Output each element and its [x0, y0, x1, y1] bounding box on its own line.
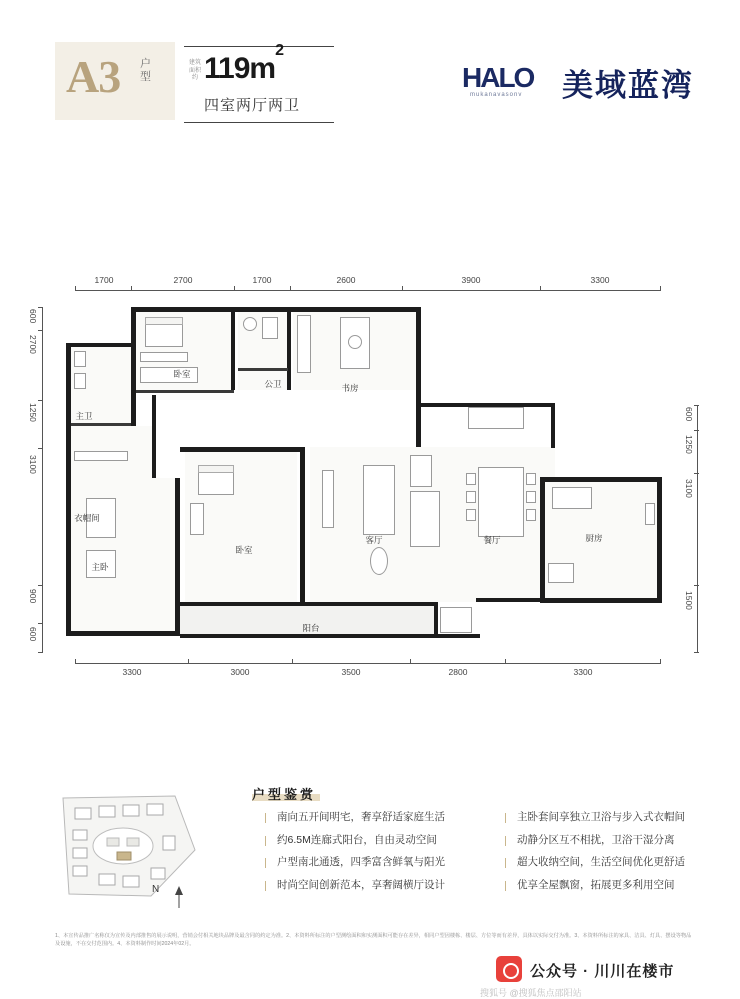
tick: [694, 473, 699, 474]
furniture-stove: [645, 503, 655, 525]
wall-kitchen-right: [657, 477, 662, 603]
label-study: 书房: [341, 383, 359, 393]
dim-right-0: 600: [684, 407, 694, 422]
label-master-bedroom: 主卧: [91, 562, 109, 572]
tick: [75, 286, 76, 291]
dim-top-2: 1700: [252, 275, 272, 285]
furniture-dining-table: [478, 467, 524, 537]
tick: [75, 659, 76, 664]
wall-south-west: [66, 631, 180, 636]
dim-top-1: 2700: [173, 275, 193, 285]
label-public-bathroom: 公卫: [264, 379, 282, 389]
footer: [0, 950, 740, 998]
furniture-utility: [440, 607, 472, 633]
dim-line-right: [697, 405, 698, 652]
footer-account: 公众号 · 川川在楼市: [530, 963, 675, 980]
label-dining-room: 餐厅: [483, 535, 501, 545]
furniture-sofa: [363, 465, 395, 535]
wall: [287, 312, 291, 390]
tick: [660, 659, 661, 664]
furniture-pillow: [198, 465, 234, 473]
furniture-pillow: [145, 317, 183, 325]
compass-icon: [166, 884, 192, 913]
feature-item: 动静分区互不相扰，卫浴干湿分离: [505, 835, 685, 846]
furniture-chair: [466, 509, 476, 521]
dim-right-2: 3100: [684, 479, 694, 498]
features-title-wrap: [252, 784, 316, 803]
fixture-toilet: [262, 317, 278, 339]
fixture-basin: [74, 351, 86, 367]
label-living-room: 客厅: [365, 535, 383, 545]
header: [0, 0, 740, 150]
tick: [694, 652, 699, 653]
disclaimer-text: 1、本宣传品推广名称仅为宣传及内部推售的展示说明，营销会付相关地块品牌及最含同的约定为准。2、本资料所标注的户型测绘面积和实测面积可能存在差异，相同户型因楼栋、楼层、方位等而有差异，具体以实际交付为准。3、本资料所标注的家具、洁具、灯具、摆设等物品及设施，不在交付范围内。4、本资料制作时间2024年02月。: [55, 933, 692, 948]
furniture-tv-cabinet: [322, 470, 334, 528]
tick: [38, 400, 43, 401]
tick: [694, 430, 699, 431]
unit-type-vertical-label: 户 型: [140, 58, 151, 83]
dim-left-2: 1250: [28, 403, 38, 422]
tick: [694, 405, 699, 406]
furniture-sink: [548, 563, 574, 583]
tick: [38, 585, 43, 586]
tick: [38, 330, 43, 331]
fixture-shower: [74, 373, 86, 389]
label-walk-in-closet: 衣帽间: [74, 513, 100, 523]
dim-bottom-1: 3000: [230, 667, 250, 677]
dim-top-5: 3300: [590, 275, 610, 285]
furniture-counter: [552, 487, 592, 509]
features-left-column: [265, 812, 445, 902]
unit-type-code: A3: [66, 51, 121, 102]
furniture-console: [410, 455, 432, 487]
wall: [152, 395, 156, 479]
tick: [38, 307, 43, 308]
tick: [402, 286, 403, 291]
dim-top-4: 3900: [461, 275, 481, 285]
area-size: $119m^2$: [204, 42, 283, 85]
dim-line-left: [42, 307, 43, 652]
furniture-chair: [526, 509, 536, 521]
wall: [434, 602, 438, 638]
tick: [38, 652, 43, 653]
feature-item: 超大收纳空间，生活空间优化更舒适: [505, 857, 685, 868]
tick: [131, 286, 132, 291]
furniture-chair: [526, 491, 536, 503]
dim-top-0: 1700: [94, 275, 114, 285]
feature-item: 主卧套间享独立卫浴与步入式衣帽间: [505, 812, 685, 823]
wall: [136, 390, 234, 393]
logo-chinese-name: 美域蓝湾: [562, 68, 694, 103]
wall: [180, 447, 305, 452]
furniture-desk: [190, 503, 204, 535]
features-right-column: [505, 812, 685, 902]
wall-kitchen-bottom: [540, 598, 662, 603]
tick: [188, 659, 189, 664]
tick: [290, 286, 291, 291]
furniture-shelf: [297, 315, 311, 373]
dim-bottom-3: 2800: [448, 667, 468, 677]
wall-north-right: [416, 307, 421, 447]
furniture-chair: [466, 491, 476, 503]
brand-logo: [462, 60, 702, 110]
label-bedroom-3: 卧室: [235, 545, 253, 555]
dim-right-3: 1500: [684, 591, 694, 610]
wall: [238, 368, 288, 371]
compass-label: N: [152, 884, 160, 895]
dim-left-4: 900: [28, 589, 38, 604]
feature-item: 时尚空间创新范本，享奢阔横厅设计: [265, 880, 445, 891]
furniture-armchair: [370, 547, 388, 575]
label-master-bathroom: 主卫: [75, 411, 93, 421]
fixture-basin: [243, 317, 257, 331]
bottom-section: [0, 780, 740, 948]
label-kitchen: 厨房: [585, 533, 603, 543]
tick: [505, 659, 506, 664]
tick: [38, 448, 43, 449]
wall: [300, 447, 305, 602]
dim-top-3: 2600: [336, 275, 356, 285]
watermark: 搜狐号 @搜狐焦点邵阳站: [480, 988, 582, 998]
dim-line-bottom: [75, 663, 660, 664]
tick: [540, 286, 541, 291]
dim-left-5: 600: [28, 627, 38, 642]
dim-left-1: 2700: [28, 335, 38, 354]
furniture-chair: [348, 335, 362, 349]
tick: [292, 659, 293, 664]
area-block: [184, 42, 334, 122]
tick: [410, 659, 411, 664]
furniture-cabinet: [140, 352, 188, 362]
dim-left-0: 600: [28, 309, 38, 324]
dim-left-3: 3100: [28, 455, 38, 474]
tick: [660, 286, 661, 291]
feature-item: 户型南北通透，四季富含鲜氧与阳光: [265, 857, 445, 868]
feature-item: 约6.5M连廊式阳台，自由灵动空间: [265, 835, 445, 846]
floor-plan: [0, 255, 740, 715]
area-divider-top: [184, 46, 334, 47]
furniture-chair: [526, 473, 536, 485]
wechat-icon: [496, 956, 522, 982]
features-title: 户型鉴赏: [252, 787, 317, 802]
furniture-wardrobe: [74, 451, 128, 461]
logo-subtext: mukanavasonv: [470, 92, 523, 98]
wall: [551, 403, 555, 448]
tick: [234, 286, 235, 291]
wall-south-east: [476, 598, 546, 602]
dim-bottom-2: 3500: [341, 667, 361, 677]
area-tag: 建筑 面积 约: [188, 60, 201, 81]
tick: [38, 623, 43, 624]
label-balcony: 阳台: [302, 623, 320, 633]
dim-line-top: [75, 290, 660, 291]
label-bedroom-2: 卧室: [173, 369, 191, 379]
furniture-cabinet: [410, 491, 440, 547]
area-divider-bottom: [184, 122, 334, 123]
dim-bottom-0: 3300: [122, 667, 142, 677]
furniture-entry-cabinet: [468, 407, 524, 429]
feature-item: 南向五开间明宅，奢享舒适家庭生活: [265, 812, 445, 823]
logo-mark-text: HALO: [462, 62, 534, 93]
dim-bottom-4: 3300: [573, 667, 593, 677]
feature-item: 优享全屋飘窗，拓展更多利用空间: [505, 880, 685, 891]
room-count: 四室两厅两卫: [204, 97, 301, 114]
tick: [694, 585, 699, 586]
furniture-chair: [466, 473, 476, 485]
dim-right-1: 1250: [684, 435, 694, 454]
wall: [231, 312, 235, 390]
